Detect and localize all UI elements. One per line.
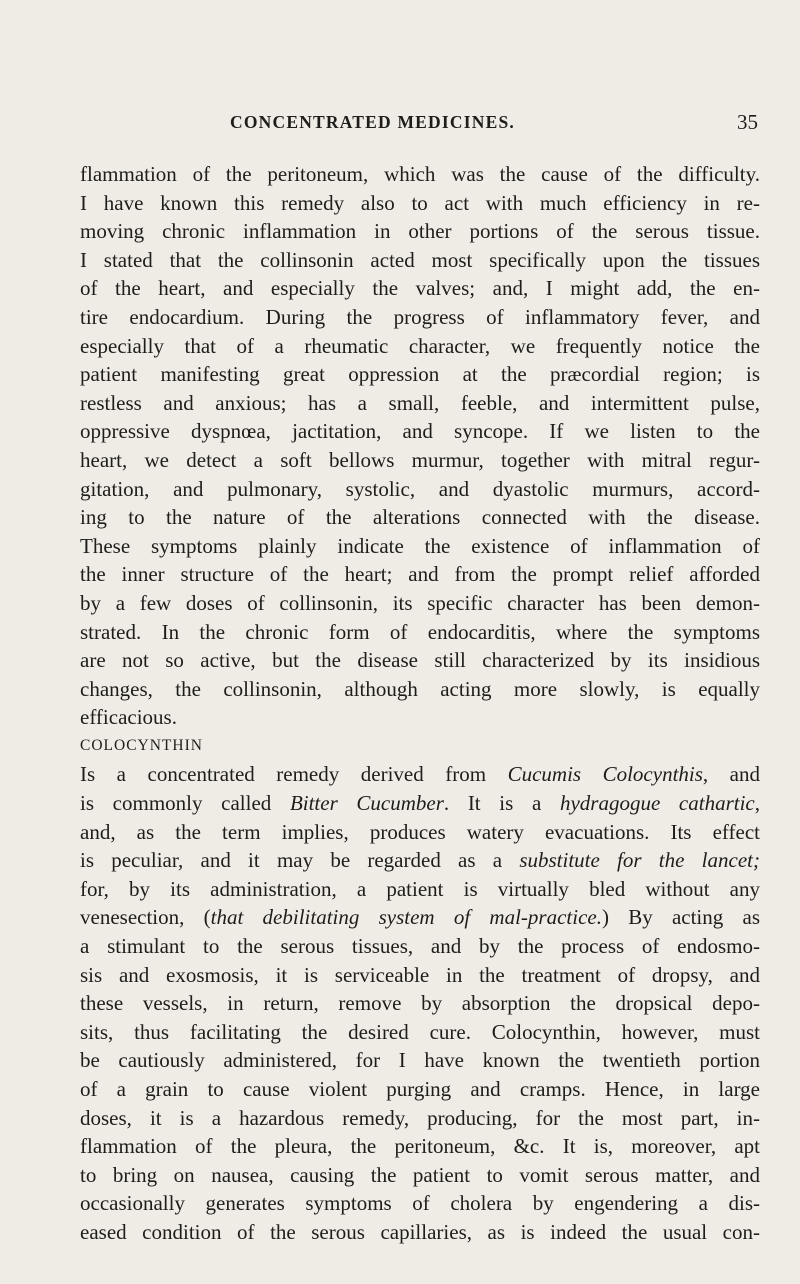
text-line: be cautiously administered, for I have known the twentieth portion (80, 1048, 760, 1073)
text-line: especially that of a rheumatic character, we frequently notice the (80, 333, 760, 358)
section-heading: COLOCYNTHIN (80, 736, 203, 754)
text-line: these vessels, in return, remove by absorption the dropsical depo- (80, 991, 760, 1016)
text-line: gitation, and pulmonary, systolic, and dyastolic murmurs, accord- (80, 476, 760, 501)
text-line: to bring on nausea, causing the patient to vomit serous matter, and (80, 1162, 760, 1187)
text-line: I stated that the collinsonin acted most specifically upon the tissues (80, 247, 760, 272)
text-line: moving chronic inflammation in other portions of the serous tissue. (80, 219, 760, 244)
text-line: venesection, (that debilitating system of mal-practice.) By acting as (80, 905, 760, 930)
text-line: restless and anxious; has a small, feeble, and intermittent pulse, (80, 390, 760, 415)
paragraph-colocynthin (80, 760, 760, 1246)
text-line: for, by its administration, a patient is virtually bled without any (80, 876, 760, 901)
text-line: ing to the nature of the alterations connected with the disease. (80, 505, 760, 530)
text-line: Is a concentrated remedy derived from Cucumis Colocynthis, and (80, 762, 761, 787)
running-title: CONCENTRATED MEDICINES. (230, 112, 515, 132)
text-line: by a few doses of collinsonin, its specific character has been demon- (80, 590, 760, 615)
text-line: are not so active, but the disease still characterized by its insidious (80, 648, 760, 673)
text-line: flammation of the pleura, the peritoneum, &c. It is, moreover, apt (80, 1134, 760, 1159)
body-text (80, 160, 760, 1247)
text-line: I have known this remedy also to act with much efficiency in re- (80, 190, 760, 215)
text-line: sits, thus facilitating the desired cure. Colocynthin, however, must (80, 1019, 760, 1044)
text-line: doses, it is a hazardous remedy, producing, for the most part, in- (80, 1105, 760, 1130)
text-line: efficacious. (80, 705, 177, 730)
text-line: patient manifesting great oppression at the præcordial region; is (80, 362, 760, 387)
page-number: 35 (737, 110, 758, 134)
text-line: These symptoms plainly indicate the existence of inflammation of (80, 533, 760, 558)
text-line: strated. In the chronic form of endocarditis, where the symptoms (80, 619, 760, 644)
text-line: flammation of the peritoneum, which was the cause of the difficulty. (80, 162, 760, 186)
text-line: of the heart, and especially the valves; and, I might add, the en- (80, 276, 760, 301)
text-line: of a grain to cause violent purging and cramps. Hence, in large (80, 1077, 760, 1101)
text-line: heart, we detect a soft bellows murmur, together with mitral regur- (80, 447, 760, 472)
text-line: is peculiar, and it may be regarded as a substitute for the lancet; (80, 848, 760, 873)
text-line: eased condition of the serous capillaries, as is indeed the usual con- (80, 1219, 760, 1244)
text-line: and, as the term implies, produces watery evacuations. Its effect (80, 819, 760, 844)
text-line: the inner structure of the heart; and from the prompt relief afforded (80, 562, 760, 587)
text-line: tire endocardium. During the progress of inflammatory fever, and (80, 304, 760, 329)
text-line: a stimulant to the serous tissues, and by the process of endosmo- (80, 934, 760, 959)
text-line: oppressive dyspnœa, jactitation, and syncope. If we listen to the (80, 419, 760, 444)
text-line: sis and exosmosis, it is serviceable in the treatment of dropsy, and (80, 962, 760, 987)
paragraph-collinsonin (80, 160, 760, 732)
text-line: changes, the collinsonin, although acting more slowly, is equally (80, 676, 760, 701)
text-line: occasionally generates symptoms of cholera by engendering a dis- (80, 1191, 760, 1216)
text-line: is commonly called Bitter Cucumber. It is a hydragogue cathartic, (80, 791, 760, 816)
running-head (80, 112, 758, 140)
